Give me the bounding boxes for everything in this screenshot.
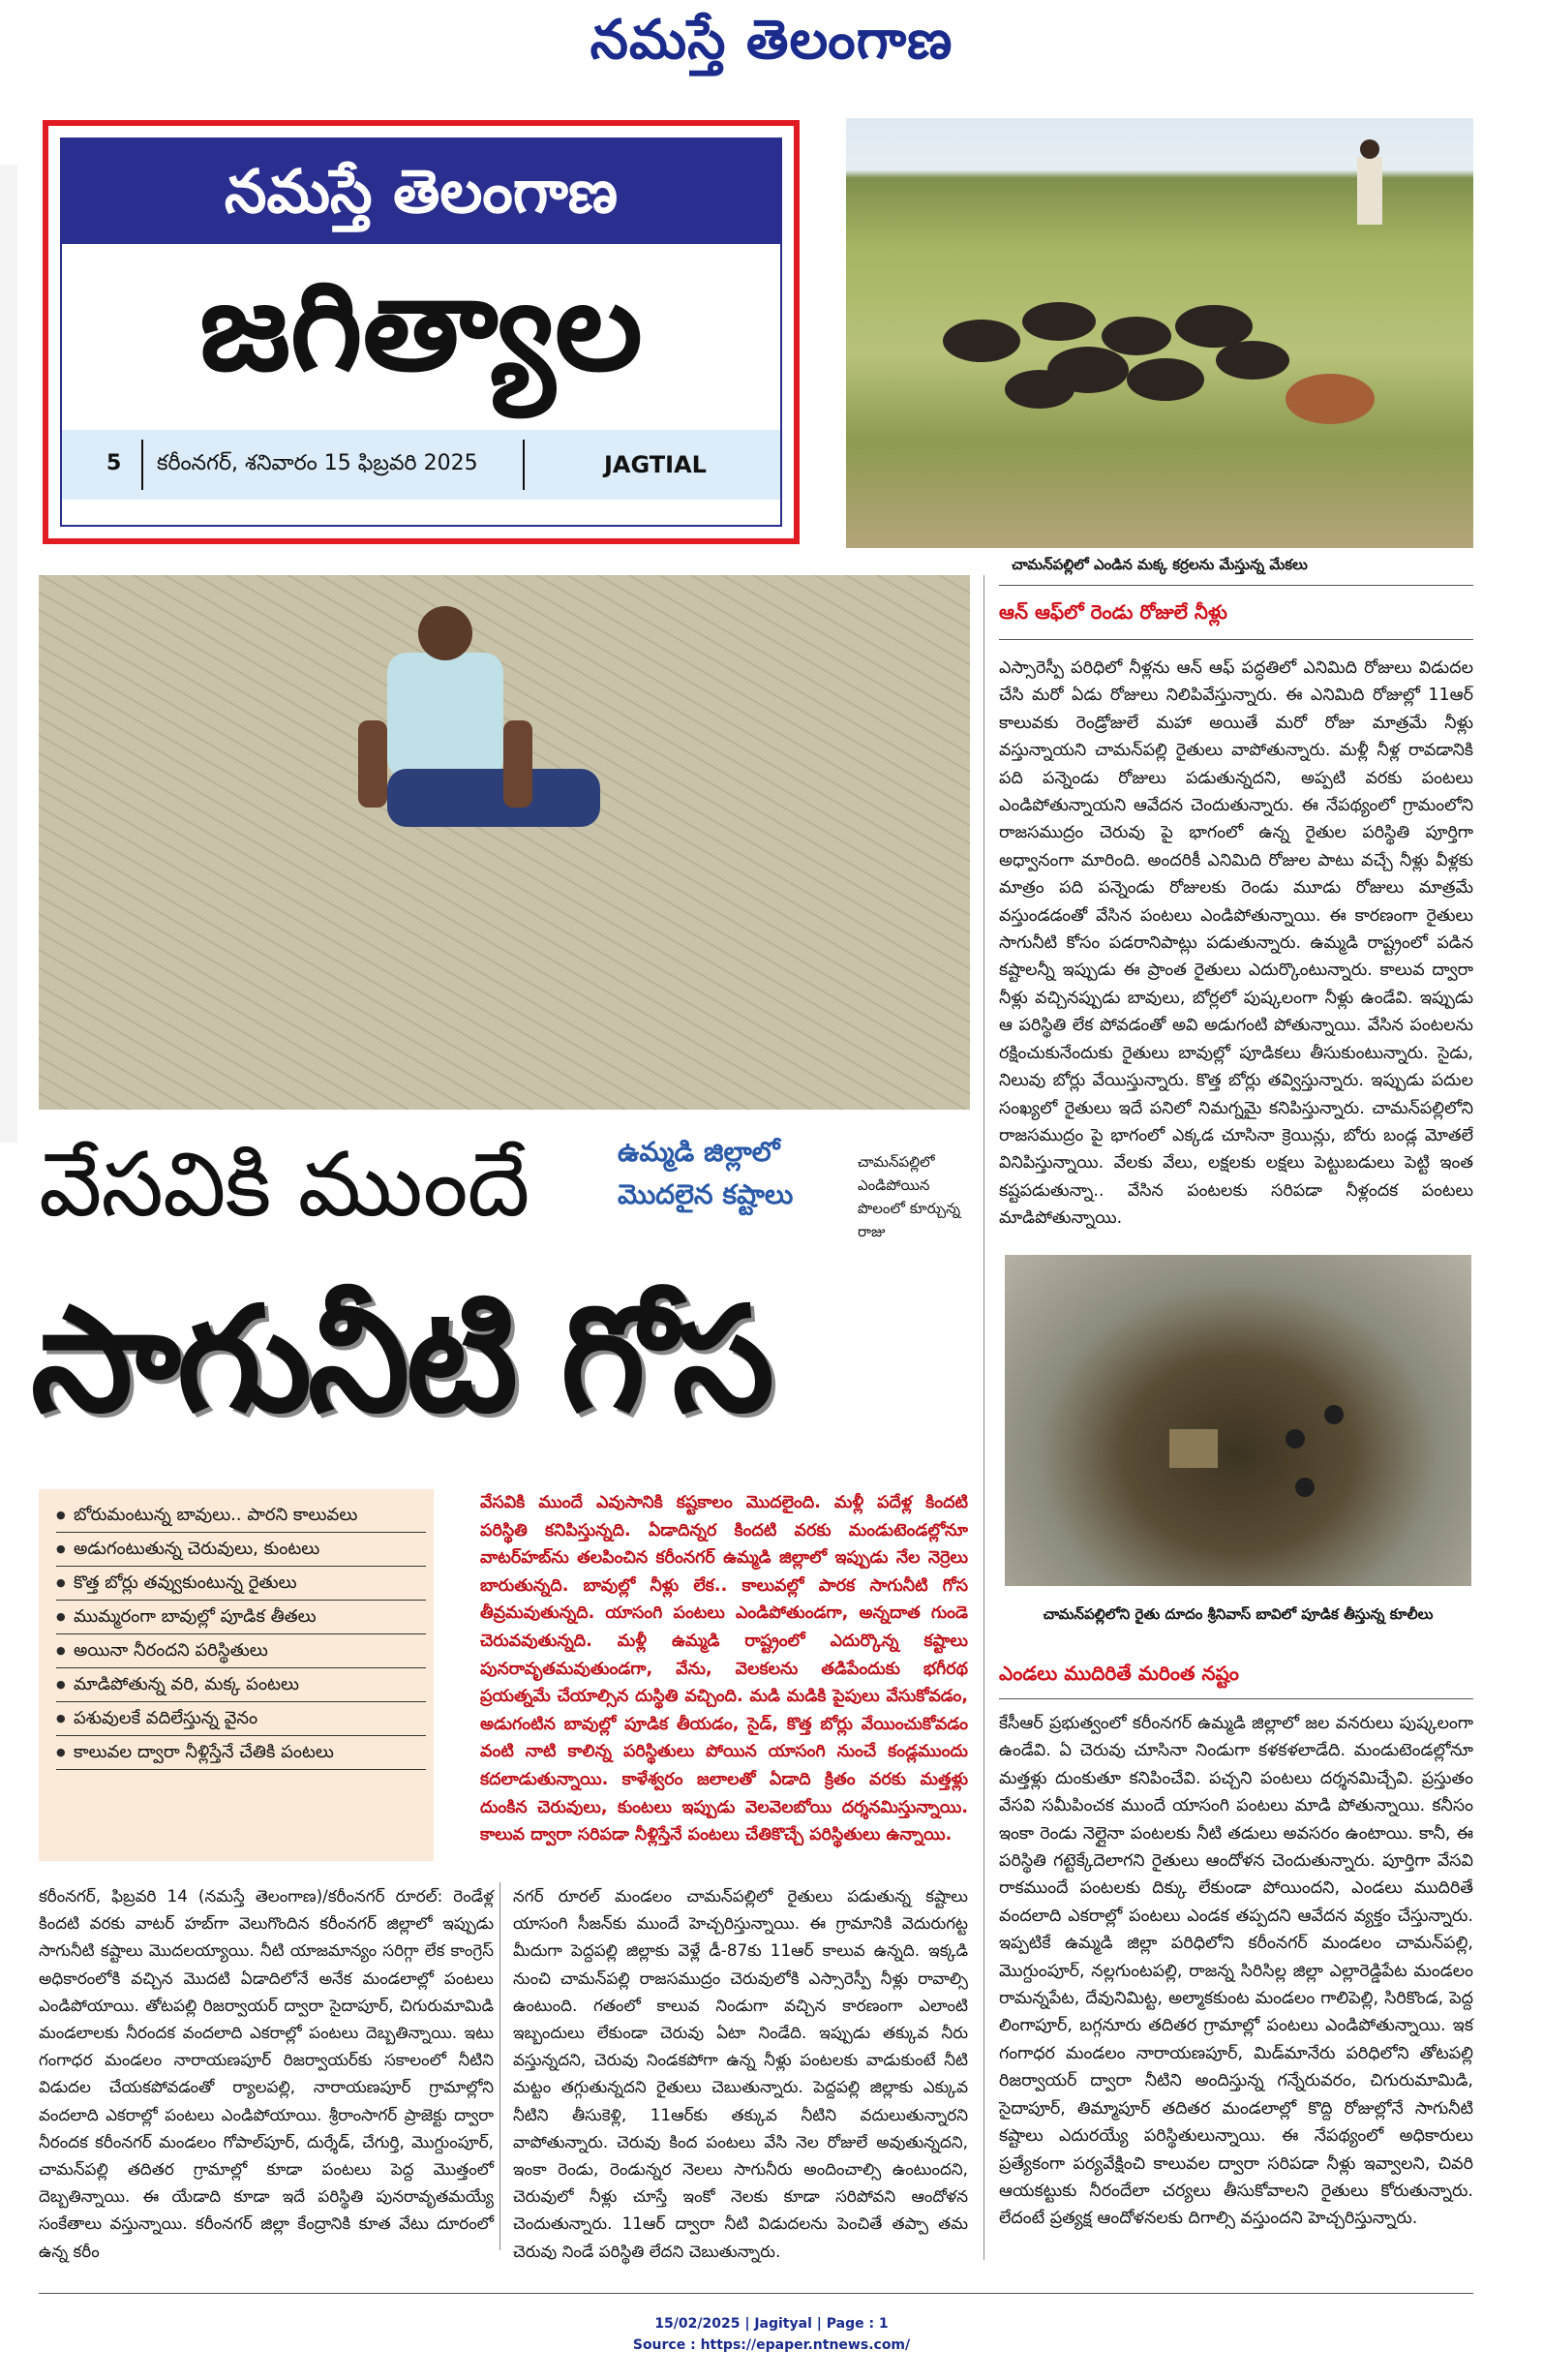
rule: [999, 585, 1473, 586]
highlights-box: [39, 1489, 434, 1861]
well-photo-illustration: [1005, 1255, 1471, 1586]
edition-city: జగిత్యాల: [199, 254, 643, 399]
headline-line1: వేసవికి ముందే: [39, 1133, 529, 1236]
highlight-item: ● పశువులకే వదిలేస్తున్న వైనం: [56, 1702, 426, 1736]
section-heading-heat: ఎండలు ముదిరితే మరింత నష్టం: [999, 1662, 1239, 1685]
column-divider: [983, 575, 984, 2260]
section-text-heat: [999, 1710, 1473, 2233]
goats-photo-illustration: [846, 118, 1473, 548]
lead-paragraph-red: వేసవికి ముందే ఎవుసానికి కష్టకాలం మొదలైంది. మళ్లీ పదేళ్ల కిందటి పరిస్థితి కనిపిస్తున్నది. ఏడాదిన్నర కిందటి వరకు మండుటెండల్లోనూ వాటర్‌హబ్‌ను తలపించిన కరీంనగర్ ఉమ్మడి జిల్లాలో ఇప్పుడు నేల నెర్రెలు బారుతున్నది. బావుల్లో నీళ్లు లేక.. కాలువల్లో పారక సాగునీటి గోస తీవ్రమవుతున్నది. యాసంగి పంటలు ఎండిపోతుండగా, అన్నదాత గుండె చెరువవుతున్నది. మళ్లీ ఉమ్మడి రాష్ట్రంలో ఎదుర్కొన్న కష్టాలు పునరావృతమవుతుండగా, వేను, వెలకలను తడిపేందుకు భగీరథ ప్రయత్నమే చేయాల్సిన దుస్థితి వచ్చింది. మడి మడికి పైపులు వేసుకోవడం, అడుగంటిన బావుల్లో పూడిక తీయడం, సైడ్, కొత్త బోర్లు వేయించుకోవడం వంటి నాటి కాలిన్న పరిస్థితులు పోయిన యాసంగి నుంచే కండ్లముందు కదలాడుతున్నాయి. కాళేశ్వరం జలాలతో ఏడాది క్రితం వరకు మత్తళ్లు దుంకిన చెరువులు, కుంటలు ఇప్పుడు వెలవెలబోయి దర్శనమిస్తున్నాయి. కాలువ ద్వారా సరిపడా నీళ్లిస్తేనే పంటలు చేతికొచ్చే పరిస్థితులు ఉన్నాయి.: [480, 1493, 968, 1846]
highlight-item: ● అయినా నీరందని పరిస్థితులు: [56, 1634, 426, 1668]
paragraph: ఎస్సారెస్పీ పరిధిలో నీళ్లను ఆన్ ఆఫ్ పద్ధతిలో ఎనిమిది రోజులు విడుదల చేసి మరో ఏడు రోజులు నిలిపివేస్తున్నారు. ఈ ఎనిమిది రోజుల్లో 11ఆర్ కాలువకు రెండ్రోజులే మహా అయితే మరో రోజు మాత్రమే నీళ్లు వస్తున్నాయని చామన్‌పల్లి రైతులు వాపోతున్నారు. మళ్లీ నీళ్ల రావడానికి పది పన్నెండు రోజులు పడుతున్నదని, అప్పటి వరకు పంటలు ఎండిపోతున్నాయని ఆవేదన చెందుతున్నారు. ఈ నేపథ్యంలో గ్రామంలోని రాజసముద్రం చెరువు పై భాగంలో ఉన్న రైతుల పరిస్థితి పూర్తిగా అధ్వానంగా మారింది. అందరికీ ఎనిమిది రోజుల పాటు వచ్చే నీళ్లు వీళ్లకు మాత్రం పది పన్నెండు రోజులకు రెండు మూడు రోజులు మాత్రమే వస్తుండడంతో వేసిన పంటలు ఎండిపోతున్నాయి. ఈ కారణంగా రైతులు సాగునీటి కోసం పడరానిపాట్లు పడుతున్నారు. ఉమ్మడి రాష్ట్రంలో పడిన కష్టాలన్నీ ఇప్పుడు ఈ ప్రాంత రైతులు ఎదుర్కొంటున్నారు. కాలువ ద్వారా నీళ్లు వచ్చినప్పుడు బావులు, బోర్లలో పుష్కలంగా నీళ్లు ఉండేవి. ఇప్పుడు ఆ పరిస్థితి లేక పోవడంతో అవి అడుగంటి పోతున్నాయి. వేసిన పంటలను రక్షించుకునేందుకు రైతులు బావుల్లో పూడికలు తీసుకుంటున్నారు. సైడు, నిలువు బోర్లు వేయిస్తున్నారు. కొత్త బోర్లు తవ్విస్తున్నారు. ఇప్పుడు పదుల సంఖ్యలో రైతులు ఇదే పనిలో నిమగ్నమై కనిపిస్తున్నారు. చామన్‌పల్లిలోని రాజసముద్రం పై భాగంలో ఎక్కడ చూసినా క్రెయిన్లు, బోరు బండ్ల మోతలే వినిపిస్తున్నాయి. వేలకు వేలు, లక్షలకు లక్షలు పెట్టుబడులు పెట్టి ఇంత కష్టపడుతున్నా.. వేసిన పంటలకు సరిపడా నీళ్లందక పంటలు మాడిపోతున్నాయి.: [999, 658, 1473, 1229]
footer-rule: [39, 2293, 1473, 2294]
dateline: కరీంనగర్, శనివారం 15 ఫిబ్రవరి 2025: [157, 451, 478, 475]
footer-source: Source : https://epaper.ntnews.com/: [632, 2337, 911, 2353]
rule: [999, 1698, 1473, 1699]
highlight-item: ● ముమ్మరంగా బావుల్లో పూడిక తీతలు: [56, 1601, 426, 1634]
clipped-left-strip: [0, 165, 17, 1143]
highlight-item: ● కొత్త బోర్లు తవ్వుకుంటున్న రైతులు: [56, 1567, 426, 1601]
well-caption: చామన్‌పల్లిలోని రైతు దూదం శ్రీనివాస్ బావిలో పూడిక తీస్తున్న కూలీలు: [1043, 1605, 1434, 1623]
divider: [523, 440, 525, 490]
photo-well-desilting: [1005, 1255, 1471, 1586]
column-divider: [499, 1882, 500, 2250]
edition-tag: JAGTIAL: [604, 451, 707, 478]
edition-brand: నమస్తే తెలంగాణ: [62, 139, 780, 244]
photo-farmer-dry-field: [39, 575, 970, 1110]
edition-box: [43, 120, 800, 544]
footer-page-info: 15/02/2025 | Jagityal | Page : 1: [654, 2316, 889, 2332]
section-text-onoff: [999, 655, 1473, 1233]
edition-dateline-bar: [62, 430, 780, 500]
masthead: నమస్తే తెలంగాణ: [590, 8, 953, 72]
highlight-item: ● అడుగంటుతున్న చెరువులు, కుంటలు: [56, 1533, 426, 1567]
divider: [141, 440, 143, 490]
edition-inner: [60, 137, 782, 527]
section-heading-onoff: ఆన్ ఆఫ్‌లో రెండు రోజులే నీళ్లు: [999, 600, 1227, 624]
field-photo-illustration: [39, 575, 970, 1110]
highlight-item: ● కాలువల ద్వారా నీళ్లిస్తేనే చేతికి పంటలు: [56, 1736, 426, 1770]
page-number: 5: [106, 451, 122, 475]
rule: [999, 639, 1473, 640]
paragraph: కేసీఆర్ ప్రభుత్వంలో కరీంనగర్ ఉమ్మడి జిల్లాలో జల వనరులు పుష్కలంగా ఉండేవి. ఏ చెరువు చూసినా నిండుగా కళకళలాడేది. మండుటెండల్లోనూ మత్తళ్లు దుంకుతూ కనిపించేవి. పచ్చని పంటలు దర్శనమిచ్చేవి. ప్రస్తుతం వేసవి సమీపించక ముందే యాసంగి పంటలు మాడి పోతున్నాయి. కనీసం ఇంకా రెండు నెల్లైనా పంటలకు నీటి తడులు అవసరం ఉంటాయి. కానీ, ఈ పరిస్థితి గట్టెక్కేదెలాగని రైతులు ఆందోళన చెందుతున్నారు. పూర్తిగా వేసవి రాకముందే పంటలకు దిక్కు లేకుండా పోయిందని, ఎండలు ముదిరితే వందలాది ఎకరాల్లో పంటలు ఎండక తప్పదని ఆవేదన వ్యక్తం చేస్తున్నారు. ఇప్పటికే ఉమ్మడి జిల్లా పరిధిలోని కరీంనగర్ మండలం చామన్‌పల్లి, మొగ్దుంపూర్, నల్లగుంటపల్లి, రాజన్న సిరిసిల్ల జిల్లా ఎల్లారెడ్డిపేట మండలం రామన్నపేట, దేవునిమిట్ట, అల్మాకకుంట మండలం గాలిపెల్లి, సిరికొండ, పెద్ద లింగాపూర్, బగ్గనూరు తదితర గ్రామాల్లో పంటలు ఎండిపోతున్నాయి. ఇక గంగాధర మండలం నారాయణపూర్, మిడ్‌మానేరు పరిధిలోని తోటపల్లి రిజర్వాయర్ ద్వారా నీటిని అందిస్తున్న గన్నేరువరం, చిగురుమామిడి, సైదాపూర్, తిమ్మాపూర్ తదితర మండలాల్లో కొద్ది రోజుల్లోనే సాగునీటి కష్టాలు ఎదురయ్యే పరిస్థితులున్నాయి. ఈ నేపథ్యంలో అధికారులు ప్రత్యేకంగా పర్యవేక్షించి కాలువల ద్వారా సరిపడా నీళ్లు ఇవ్వాలని, చివరి ఆయకట్టుకు నీరందేలా చర్యలు తీసుకోవాలని రైతులు కోరుతున్నారు. లేదంటే ప్రత్యక్ష ఆందోళనలకు దిగాల్సి వస్తుందని హెచ్చరిస్తున్నారు.: [999, 1714, 1473, 2229]
body-column-1: కరీంనగర్, ఫిబ్రవరి 14 (నమస్తే తెలంగాణ)/కరీంనగర్ రూరల్: రెండేళ్ల కిందటి వరకు వాటర్ హబ్‌గా వెలుగొందిన కరీంనగర్ జిల్లాలో ఇప్పుడు సాగునీటి కష్టాలు మొదలయ్యాయి. నీటి యాజమాన్యం సరిగ్గా లేక కాంగ్రెస్ అధికారంలోకి వచ్చిన మొదటి ఏడాదిలోనే అనేక మండలాల్లో పంటలు ఎండిపోయాయి. తోటపల్లి రిజర్వాయర్ ద్వారా సైదాపూర్, చిగురుమామిడి మండలాలకు నీరందక వందలాది ఎకరాల్లో పంటలు దెబ్బతిన్నాయి. ఇటు గంగాధర మండలం నారాయణపూర్ రిజర్వాయర్‌కు సకాలంలో నీటిని విడుదల చేయకపోవడంతో ర్యాలపల్లి, నారాయణపూర్ గ్రామాల్లోని వందలాది ఎకరాల్లో పంటలు ఎండిపోయాయి. శ్రీరాంసాగర్ ప్రాజెక్టు ద్వారా నీరందక కరీంనగర్ మండలం గోపాల్‌పూర్, దుర్శేడ్, చేగుర్తి, మొగ్దుంపూర్, చామన్‌పల్లి తదితర గ్రామాల్లో కూడా పంటలు పెద్ద మొత్తంలో దెబ్బతిన్నాయి. ఈ యేడాది కూడా ఇదే పరిస్థితి పునరావృతమయ్యే సంకేతాలు వస్తున్నాయి. కరీంనగర్ జిల్లా కేంద్రానికి కూత వేటు దూరంలో ఉన్న కరీం: [39, 1886, 494, 2261]
field-side-caption: చామన్‌పల్లిలో ఎండిపోయిన పొలంలో కూర్చున్న రాజు: [858, 1153, 961, 1240]
photo-goats-grazing: [846, 118, 1473, 548]
body-column-2: నగర్ రూరల్ మండలం చామన్‌పల్లిలో రైతులు పడుతున్న కష్టాలు యాసంగి సీజన్‌కు ముందే హెచ్చరిస్తున్నాయి. ఈ గ్రామానికి వెదురుగట్ట మీదుగా పెద్దపల్లి జిల్లాకు వెళ్లే డీ-87కు 11ఆర్ కాలువ ఉన్నది. ఇక్కడి నుంచి చామన్‌పల్లి రాజసముద్రం చెరువులోకి ఎస్సారెస్పీ నీళ్లు రావాల్సి ఉంటుంది. గతంలో కాలువ నిండుగా వచ్చిన కారణంగా ఎలాంటి ఇబ్బందులు లేకుండా చెరువు ఏటా నిండేది. ఇప్పుడు తక్కువ నీరు వస్తున్నదని, చెరువు నిండకపోగా ఉన్న నీళ్లు పంటలకు వాడుకుంటే నీటి మట్టం తగ్గుతున్నదని రైతులు చెబుతున్నారు. పెద్దపల్లి జిల్లాకు ఎక్కువ నీటిని తీసుకెళ్లి, 11ఆర్‌కు తక్కువ నీటిని వదులుతున్నారని వాపోతున్నారు. చెరువు కింద పంటలు వేసి నెల రోజులే అవుతున్నదని, ఇంకా రెండు, రెండున్నర నెలలు సాగునీరు అందించాల్సి ఉంటుందని, చెరువులో నీళ్లు చూస్తే ఇంకో నెలకు కూడా సరిపోవని ఆందోళన చెందుతున్నారు. 11ఆర్ ద్వారా నీటి విడుదలను పెంచితే తప్పా తమ చెరువు నిండే పరిస్థితి లేదని చెబుతున్నారు.: [513, 1886, 968, 2261]
highlight-item: ● బోరుమంటున్న బావులు.. పారని కాలువలు: [56, 1499, 426, 1533]
headline-line2: సాగునీటి గోస: [31, 1276, 772, 1445]
highlights-list: [39, 1489, 434, 1770]
goats-caption: చామన్‌పల్లిలో ఎండిన మక్క కర్రలను మేస్తున్న మేకలు: [1012, 556, 1308, 573]
highlight-item: ● మాడిపోతున్న వరి, మక్క పంటలు: [56, 1668, 426, 1702]
headline-kicker: ఉమ్మడి జిల్లాలో మొదలైన కష్టాలు: [618, 1136, 794, 1210]
